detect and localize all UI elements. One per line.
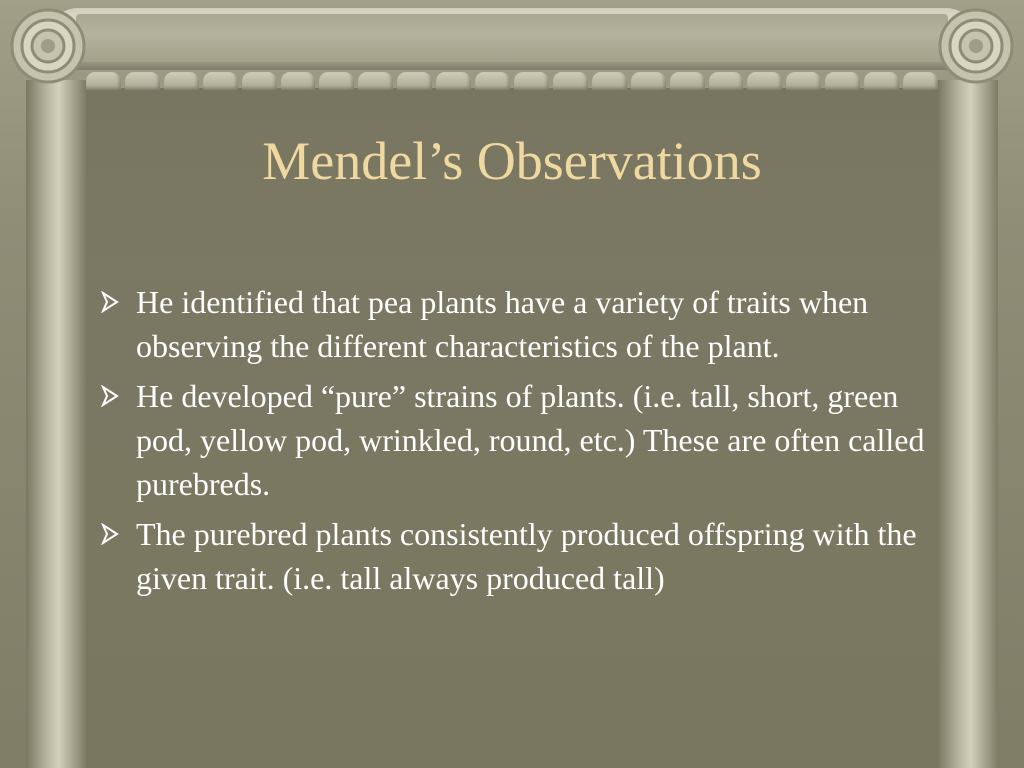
column-capital [0,0,1024,90]
volute-scroll-icon [936,6,1016,86]
right-column [938,80,998,768]
arrow-bullet-icon [100,385,120,407]
bullet-list [100,280,930,606]
bullet-text: He developed “pure” strains of plants. (i.e. tall, short, green pod, yellow pod, wrinkled, round, etc.) These are often called purebreds. [136,378,925,502]
bullet-item [100,512,930,600]
bullet-item [100,280,930,368]
bullet-text: He identified that pea plants have a variety of traits when observing the different characteristics of the plant. [136,284,869,364]
bullet-item [100,374,930,506]
bullet-text: The purebred plants consistently produced offspring with the given trait. (i.e. tall always produced tall) [136,516,917,596]
arrow-bullet-icon [100,523,120,545]
dentil-row [86,72,938,90]
left-column [26,80,86,768]
capital-band [76,14,948,62]
arrow-bullet-icon [100,291,120,313]
volute-scroll-icon [8,6,88,86]
slide-title: Mendel’s Observations [262,131,762,191]
